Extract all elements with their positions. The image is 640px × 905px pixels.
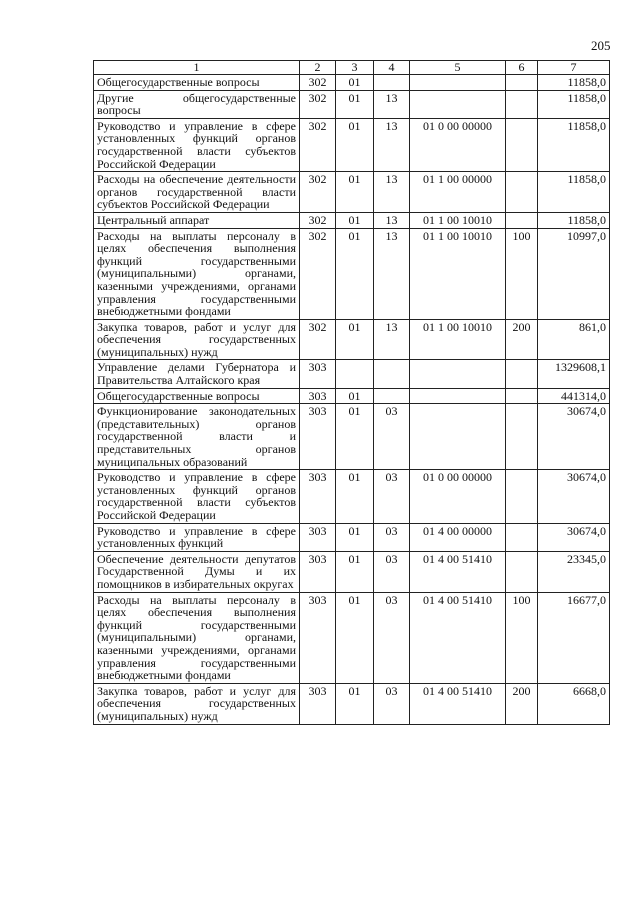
section-code-cell: 01 [336, 75, 374, 91]
subsection-code-cell: 03 [374, 592, 410, 683]
column-header: 4 [374, 61, 410, 75]
section-code-cell: 01 [336, 172, 374, 213]
target-article-cell [410, 404, 506, 470]
subsection-code-cell [374, 75, 410, 91]
subsection-code-cell: 03 [374, 551, 410, 592]
row-name-cell: Другие общегосударственные вопросы [94, 90, 300, 118]
expense-type-cell: 100 [506, 228, 538, 319]
section-code-cell: 01 [336, 470, 374, 523]
table-row [94, 319, 610, 360]
subsection-code-cell: 13 [374, 118, 410, 171]
row-name-cell: Обеспечение деятельности депутатов Государственной Думы и их помощников в избирательных округах [94, 551, 300, 592]
ministry-code-cell: 302 [300, 118, 336, 171]
expense-type-cell [506, 90, 538, 118]
expense-type-cell [506, 523, 538, 551]
ministry-code-cell: 303 [300, 470, 336, 523]
section-code-cell: 01 [336, 212, 374, 228]
row-name-cell: Функционирование законодательных (представительных) органов государственной власти и представительных органов муниципальных образований [94, 404, 300, 470]
amount-cell: 11858,0 [538, 212, 610, 228]
row-name-cell: Руководство и управление в сфере установленных функций органов государственной власти субъектов Российской Федерации [94, 118, 300, 171]
amount-cell: 30674,0 [538, 470, 610, 523]
expense-type-cell [506, 470, 538, 523]
subsection-code-cell: 03 [374, 683, 410, 724]
target-article-cell: 01 4 00 51410 [410, 592, 506, 683]
section-code-cell: 01 [336, 551, 374, 592]
expense-type-cell: 200 [506, 683, 538, 724]
amount-cell: 11858,0 [538, 118, 610, 171]
row-name-cell: Общегосударственные вопросы [94, 75, 300, 91]
column-header: 2 [300, 61, 336, 75]
amount-cell: 23345,0 [538, 551, 610, 592]
expense-type-cell [506, 360, 538, 388]
subsection-code-cell: 13 [374, 319, 410, 360]
expense-type-cell [506, 212, 538, 228]
column-header: 5 [410, 61, 506, 75]
target-article-cell: 01 0 00 00000 [410, 470, 506, 523]
table-row [94, 404, 610, 470]
row-name-cell: Руководство и управление в сфере установленных функций [94, 523, 300, 551]
row-name-cell: Общегосударственные вопросы [94, 388, 300, 404]
table-row [94, 75, 610, 91]
subsection-code-cell: 13 [374, 172, 410, 213]
row-name-cell: Расходы на выплаты персоналу в целях обеспечения выполнения функций государственными (муниципальными) органами, казенными учреждениями, органами управления государственными внебюджетными фондами [94, 228, 300, 319]
table-header-row [94, 61, 610, 75]
amount-cell: 11858,0 [538, 75, 610, 91]
subsection-code-cell: 03 [374, 523, 410, 551]
column-header: 7 [538, 61, 610, 75]
subsection-code-cell: 03 [374, 470, 410, 523]
expense-type-cell: 100 [506, 592, 538, 683]
amount-cell: 30674,0 [538, 404, 610, 470]
section-code-cell: 01 [336, 523, 374, 551]
target-article-cell [410, 388, 506, 404]
expense-type-cell: 200 [506, 319, 538, 360]
row-name-cell: Закупка товаров, работ и услуг для обеспечения государственных (муниципальных) нужд [94, 683, 300, 724]
ministry-code-cell: 302 [300, 172, 336, 213]
amount-cell: 16677,0 [538, 592, 610, 683]
section-code-cell: 01 [336, 90, 374, 118]
ministry-code-cell: 303 [300, 683, 336, 724]
expense-type-cell [506, 404, 538, 470]
target-article-cell [410, 90, 506, 118]
target-article-cell: 01 0 00 00000 [410, 118, 506, 171]
row-name-cell: Управление делами Губернатора и Правительства Алтайского края [94, 360, 300, 388]
row-name-cell: Руководство и управление в сфере установленных функций органов государственной власти субъектов Российской Федерации [94, 470, 300, 523]
expense-type-cell [506, 172, 538, 213]
ministry-code-cell: 302 [300, 228, 336, 319]
table-row [94, 388, 610, 404]
section-code-cell: 01 [336, 683, 374, 724]
amount-cell: 30674,0 [538, 523, 610, 551]
budget-table [93, 60, 610, 725]
table-row [94, 551, 610, 592]
section-code-cell: 01 [336, 592, 374, 683]
section-code-cell: 01 [336, 118, 374, 171]
amount-cell: 10997,0 [538, 228, 610, 319]
ministry-code-cell: 303 [300, 592, 336, 683]
column-header: 6 [506, 61, 538, 75]
column-header: 1 [94, 61, 300, 75]
ministry-code-cell: 303 [300, 360, 336, 388]
target-article-cell [410, 75, 506, 91]
target-article-cell: 01 1 00 00000 [410, 172, 506, 213]
table-row [94, 172, 610, 213]
ministry-code-cell: 302 [300, 75, 336, 91]
table-row [94, 683, 610, 724]
subsection-code-cell: 03 [374, 404, 410, 470]
amount-cell: 441314,0 [538, 388, 610, 404]
expense-type-cell [506, 118, 538, 171]
amount-cell: 6668,0 [538, 683, 610, 724]
target-article-cell: 01 4 00 51410 [410, 683, 506, 724]
amount-cell: 11858,0 [538, 90, 610, 118]
table-row [94, 90, 610, 118]
section-code-cell: 01 [336, 228, 374, 319]
target-article-cell: 01 1 00 10010 [410, 212, 506, 228]
amount-cell: 11858,0 [538, 172, 610, 213]
expense-type-cell [506, 388, 538, 404]
subsection-code-cell: 13 [374, 228, 410, 319]
table-row [94, 470, 610, 523]
section-code-cell: 01 [336, 388, 374, 404]
target-article-cell: 01 4 00 00000 [410, 523, 506, 551]
table-row [94, 523, 610, 551]
ministry-code-cell: 303 [300, 404, 336, 470]
ministry-code-cell: 302 [300, 90, 336, 118]
target-article-cell: 01 1 00 10010 [410, 228, 506, 319]
subsection-code-cell: 13 [374, 90, 410, 118]
section-code-cell [336, 360, 374, 388]
row-name-cell: Центральный аппарат [94, 212, 300, 228]
target-article-cell: 01 1 00 10010 [410, 319, 506, 360]
ministry-code-cell: 303 [300, 551, 336, 592]
target-article-cell [410, 360, 506, 388]
table-row [94, 228, 610, 319]
section-code-cell: 01 [336, 404, 374, 470]
section-code-cell: 01 [336, 319, 374, 360]
amount-cell: 861,0 [538, 319, 610, 360]
table-row [94, 212, 610, 228]
subsection-code-cell [374, 388, 410, 404]
expense-type-cell [506, 551, 538, 592]
table-row [94, 360, 610, 388]
ministry-code-cell: 302 [300, 319, 336, 360]
row-name-cell: Закупка товаров, работ и услуг для обеспечения государственных (муниципальных) нужд [94, 319, 300, 360]
table-row [94, 592, 610, 683]
ministry-code-cell: 303 [300, 388, 336, 404]
subsection-code-cell: 13 [374, 212, 410, 228]
amount-cell: 1329608,1 [538, 360, 610, 388]
page-number: 205 [591, 38, 611, 53]
expense-type-cell [506, 75, 538, 91]
table-row [94, 118, 610, 171]
row-name-cell: Расходы на выплаты персоналу в целях обеспечения выполнения функций государственными (муниципальными) органами, казенными учреждениями, органами управления государственными внебюджетными фондами [94, 592, 300, 683]
row-name-cell: Расходы на обеспечение деятельности органов государственной власти субъектов Российской Федерации [94, 172, 300, 213]
column-header: 3 [336, 61, 374, 75]
target-article-cell: 01 4 00 51410 [410, 551, 506, 592]
subsection-code-cell [374, 360, 410, 388]
ministry-code-cell: 303 [300, 523, 336, 551]
ministry-code-cell: 302 [300, 212, 336, 228]
